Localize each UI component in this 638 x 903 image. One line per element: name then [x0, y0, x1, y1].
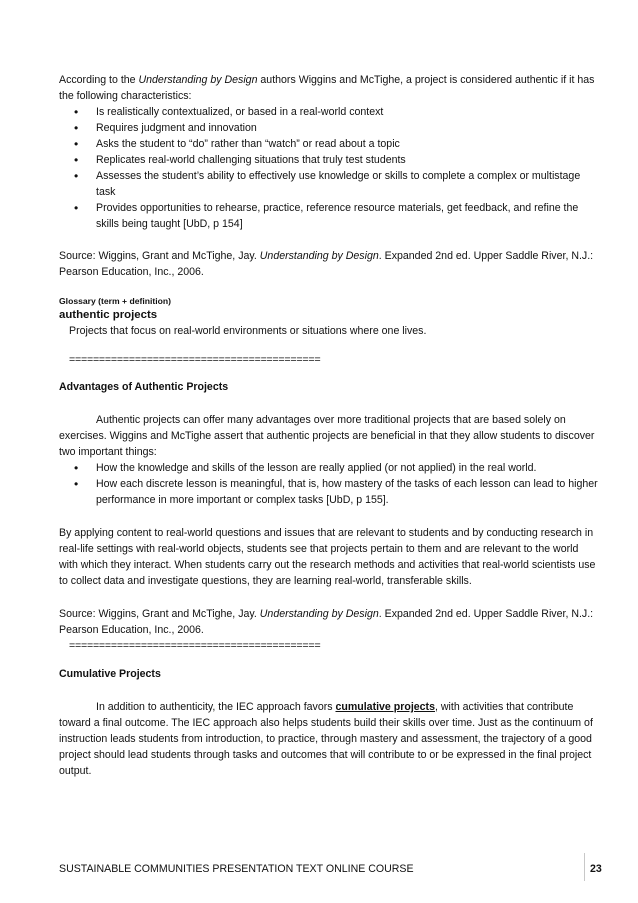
section-separator: ==========================================	[69, 640, 321, 652]
glossary-heading: Glossary (term + definition)	[59, 296, 171, 306]
section-heading-advantages: Advantages of Authentic Projects	[59, 381, 229, 393]
intro-text-start: According to the	[59, 74, 139, 86]
list-item-text: How the knowledge and skills of the lesson are really applied (or not applied) in the real world.	[96, 462, 537, 474]
page-number: 23	[590, 863, 602, 875]
source-citation	[59, 606, 599, 638]
advantages-intro-text: Authentic projects can offer many advantages over more traditional projects that are based solely on exercises. Wiggins and McTighe assert that authentic projects are beneficial in that they allow students to discover two important things:	[59, 414, 595, 458]
intro-paragraph	[59, 72, 599, 104]
list-item	[59, 476, 599, 508]
list-item	[59, 120, 599, 136]
section-separator: ==========================================	[69, 354, 321, 366]
source-citation	[59, 248, 599, 280]
bullet-icon: •	[74, 121, 79, 135]
list-item-text: Provides opportunities to rehearse, practice, reference resource materials, get feedback, and refine the skills being taught [UbD, p 154]	[96, 202, 579, 230]
list-item	[59, 136, 599, 152]
footer-title: SUSTAINABLE COMMUNITIES PRESENTATION TEXT ONLINE COURSE	[59, 863, 414, 875]
list-item-text: How each discrete lesson is meaningful, that is, how mastery of the tasks of each lesson can lead to higher performance in more important or complex tasks [UbD, p 155].	[96, 478, 598, 506]
cumulative-text-start: In addition to authenticity, the IEC approach favors	[96, 701, 336, 713]
book-title: Understanding by Design	[138, 74, 258, 86]
citation-text-end: . Expanded 2nd ed. Upper Saddle River, N.J.: Pearson Education, Inc., 2006.	[59, 608, 594, 636]
list-item-text: Requires judgment and innovation	[96, 122, 257, 134]
bullet-icon: •	[74, 169, 79, 183]
bullet-icon: •	[74, 137, 79, 151]
list-item	[59, 168, 599, 200]
list-item	[59, 460, 599, 476]
list-item-text: Is realistically contextualized, or based in a real-world context	[96, 106, 384, 118]
section-heading-cumulative: Cumulative Projects	[59, 668, 161, 680]
list-item	[59, 152, 599, 168]
book-title: Understanding by Design	[259, 608, 379, 620]
list-item	[59, 200, 599, 232]
citation-text-start: Source: Wiggins, Grant and McTighe, Jay.	[59, 608, 260, 620]
document-page	[59, 72, 599, 779]
advantages-paragraph: By applying content to real-world questions and issues that are relevant to students and by conducting research in real-life settings with real-world objects, students see that projects pertain to them and are relevant to the world with which they interact. When students carry out the research methods and activities that real-world scientists use to collect data and investigate questions, they are learning real-world, transferable skills.	[59, 527, 596, 587]
intro-text-end: authors Wiggins and McTighe, a project is considered authentic if it has the following characteristics:	[59, 74, 595, 102]
advantages-intro	[59, 412, 599, 460]
bullet-icon: •	[74, 201, 79, 215]
cumulative-projects-link[interactable]: cumulative projects	[335, 701, 435, 713]
bullet-icon: •	[74, 477, 79, 491]
list-item-text: Assesses the student’s ability to effectively use knowledge or skills to complete a complex or multistage task	[96, 170, 581, 198]
footer-divider	[584, 853, 585, 881]
page-footer	[59, 861, 607, 877]
bullet-icon: •	[74, 153, 79, 167]
citation-text-start: Source: Wiggins, Grant and McTighe, Jay.	[59, 250, 260, 262]
list-item-text: Asks the student to “do” rather than “watch” or read about a topic	[96, 138, 400, 150]
list-item	[59, 104, 599, 120]
advantages-list	[59, 460, 599, 508]
bullet-icon: •	[74, 105, 79, 119]
glossary-definition: Projects that focus on real-world environments or situations where one lives.	[69, 325, 427, 337]
characteristics-list	[59, 104, 599, 232]
cumulative-paragraph	[59, 699, 599, 779]
cumulative-text-end: , with activities that contribute toward a final outcome. The IEC approach also helps students build their skills over time. Just as the continuum of instruction leads students from introduction, to practice, through mastery and assessment, the trajectory of a good project should lead students through tasks and outcomes that will contribute to or be expressed in the final project output.	[59, 701, 593, 777]
book-title: Understanding by Design	[259, 250, 379, 262]
list-item-text: Replicates real-world challenging situations that truly test students	[96, 154, 406, 166]
bullet-icon: •	[74, 461, 79, 475]
citation-text-end: . Expanded 2nd ed. Upper Saddle River, N.J.: Pearson Education, Inc., 2006.	[59, 250, 594, 278]
glossary-term: authentic projects	[59, 309, 158, 321]
